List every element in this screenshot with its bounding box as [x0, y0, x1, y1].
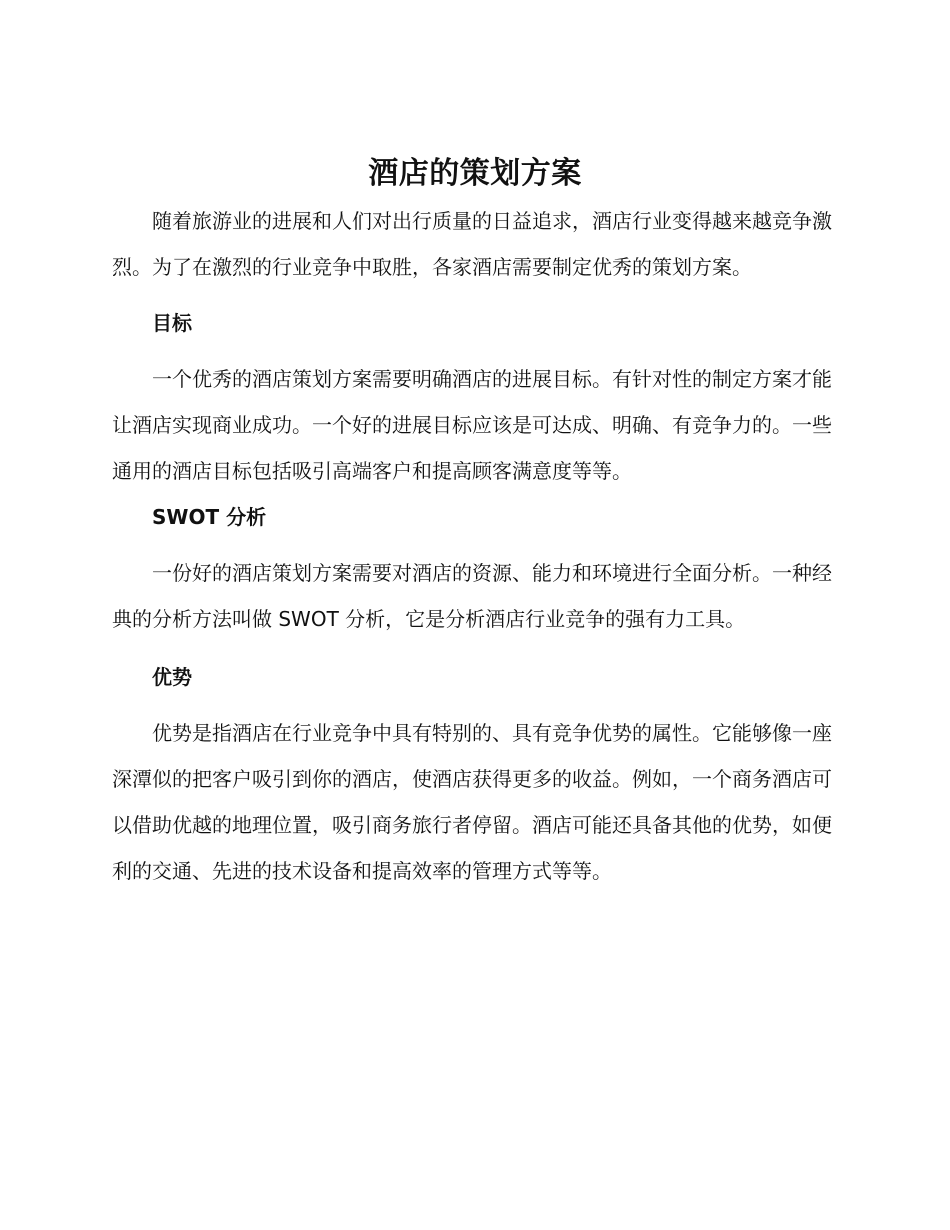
section-body-goals: 一个优秀的酒店策划方案需要明确酒店的进展目标。有针对性的制定方案才能让酒店实现商业成功。一个好的进展目标应该是可达成、明确、有竞争力的。一些通用的酒店目标包括吸引高端客户和提高顾客满意度等等。 — [112, 367, 832, 483]
document-body — [112, 198, 832, 894]
intro-paragraph: 随着旅游业的进展和人们对出行质量的日益追求，酒店行业变得越来越竞争激烈。为了在激烈的行业竞争中取胜，各家酒店需要制定优秀的策划方案。 — [112, 209, 832, 279]
spacer — [112, 346, 832, 356]
page-title: 酒店的策划方案 — [368, 156, 582, 191]
spacer — [112, 700, 832, 710]
section-body-swot: 一份好的酒店策划方案需要对酒店的资源、能力和环境进行全面分析。一种经典的分析方法叫做 SWOT 分析，它是分析酒店行业竞争的强有力工具。 — [112, 561, 832, 631]
section-heading-strengths: 优势 — [152, 665, 192, 689]
spacer — [112, 290, 832, 300]
section-heading-swot: SWOT 分析 — [152, 505, 267, 529]
spacer — [112, 540, 832, 550]
section-heading-goals: 目标 — [152, 311, 192, 335]
section-body-strengths: 优势是指酒店在行业竞争中具有特别的、具有竞争优势的属性。它能够像一座深潭似的把客户吸引到你的酒店，使酒店获得更多的收益。例如，一个商务酒店可以借助优越的地理位置，吸引商务旅行者停留。酒店可能还具备其他的优势，如便利的交通、先进的技术设备和提高效率的管理方式等等。 — [112, 721, 832, 883]
spacer — [112, 642, 832, 654]
